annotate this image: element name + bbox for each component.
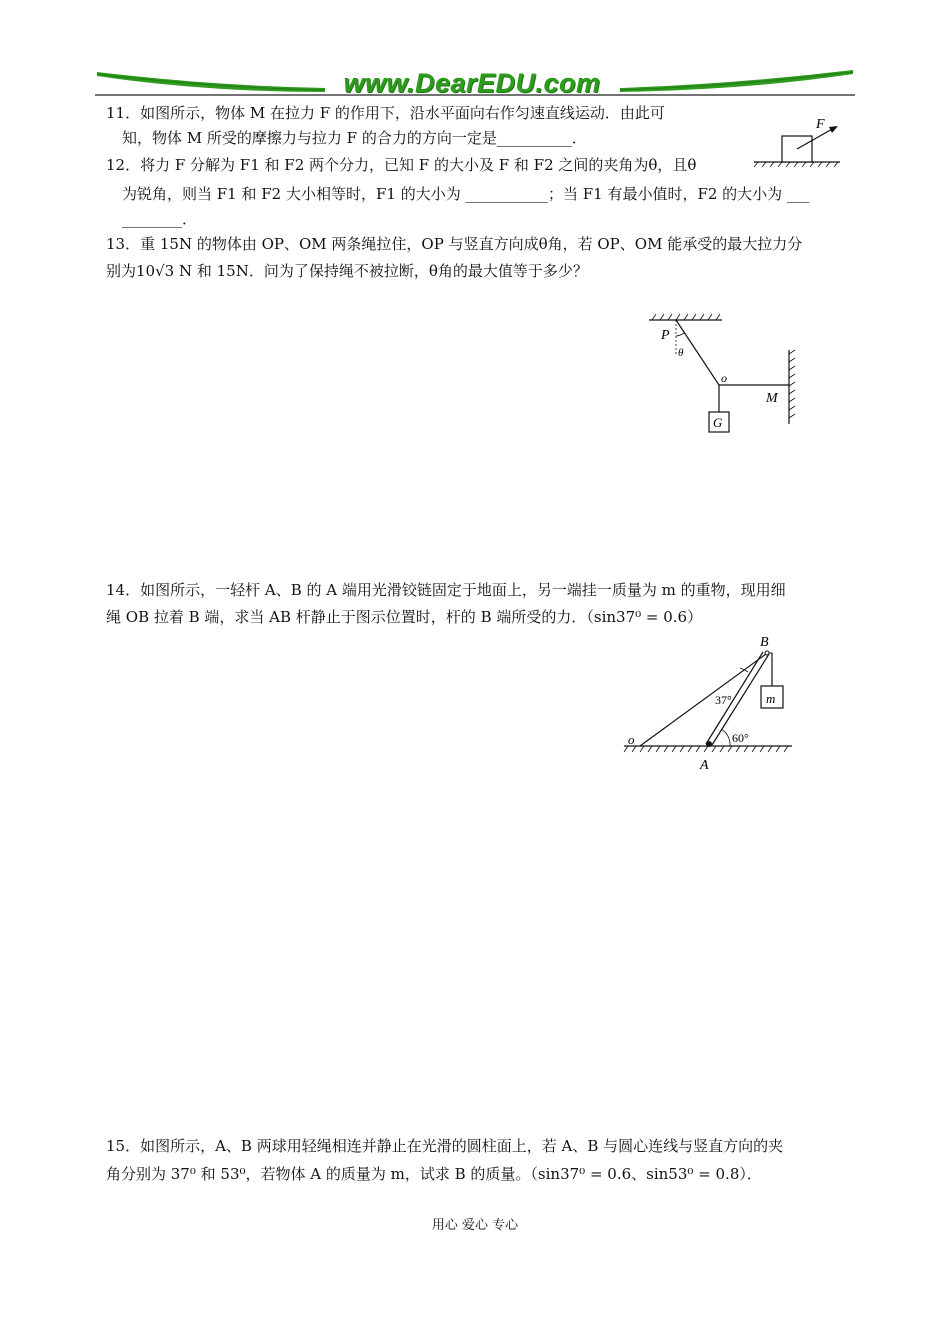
q13-label-p: P	[661, 328, 670, 343]
q13-line1: 13．重 15N 的物体由 OP、OM 两条绳拉住，OP 与竖直方向成θ角，若 OP、OM 能承受的最大拉力分	[106, 235, 803, 253]
q13-label-o: o	[721, 371, 727, 385]
q13-figure	[644, 310, 804, 436]
q15-line1: 15．如图所示，A、B 两球用轻绳相连并静止在光滑的圆柱面上，若 A、B 与圆心连线与竖直方向的夹	[106, 1137, 784, 1155]
q13-label-m: M	[766, 391, 778, 406]
q11-line2: 知，物体 M 所受的摩擦力与拉力 F 的合力的方向一定是__________．	[122, 129, 587, 147]
q14-label-b: B	[760, 635, 769, 650]
q14-label-m: m	[766, 691, 776, 706]
q11-line1: 11．如图所示，物体 M 在拉力 F 的作用下，沿水平面向右作匀速直线运动．由此可	[106, 104, 665, 122]
q14-line2: 绳 OB 拉着 B 端，求当 AB 杆静止于图示位置时，杆的 B 端所受的力．（sin37⁰ = 0.6）	[106, 608, 703, 626]
q13-label-g: G	[713, 415, 723, 430]
page-footer: 用心 爱心 专心	[431, 1218, 519, 1233]
q11-force-label: F	[816, 117, 825, 132]
block-pulled-diagram	[752, 114, 844, 168]
q11-figure	[752, 114, 844, 168]
q15-line2: 角分别为 37⁰ 和 53⁰，若物体 A 的质量为 m，试求 B 的质量。（sin37⁰ = 0.6、sin53⁰ = 0.8）．	[106, 1165, 762, 1183]
q12-line3: ________．	[122, 210, 198, 228]
q12-line1: 12．将力 F 分解为 F1 和 F2 两个分力，已知 F 的大小及 F 和 F2 之间的夹角为θ，且θ	[106, 156, 697, 174]
site-logo: www.DearEDU.com	[343, 68, 601, 98]
hinged-rod-diagram	[620, 632, 800, 776]
q14-label-o: o	[628, 732, 635, 747]
rope-tension-diagram	[644, 310, 804, 436]
q14-figure	[620, 632, 800, 776]
q14-label-37: 37°	[715, 693, 732, 707]
q13-line2: 别为10√3 N 和 15N．问为了保持绳不被拉断，θ角的最大值等于多少？	[106, 262, 588, 280]
q14-line1: 14．如图所示，一轻杆 A、B 的 A 端用光滑铰链固定于地面上，另一端挂一质量为 m 的重物，现用细	[106, 581, 786, 599]
header-banner	[95, 64, 855, 100]
q12-line2: 为锐角，则当 F1 和 F2 大小相等时，F1 的大小为 ___________；当 F1 有最小值时，F2 的大小为 ___	[122, 185, 810, 203]
q14-label-60: 60°	[732, 731, 749, 745]
q13-label-theta: θ	[678, 347, 684, 359]
q14-label-a: A	[700, 758, 709, 773]
